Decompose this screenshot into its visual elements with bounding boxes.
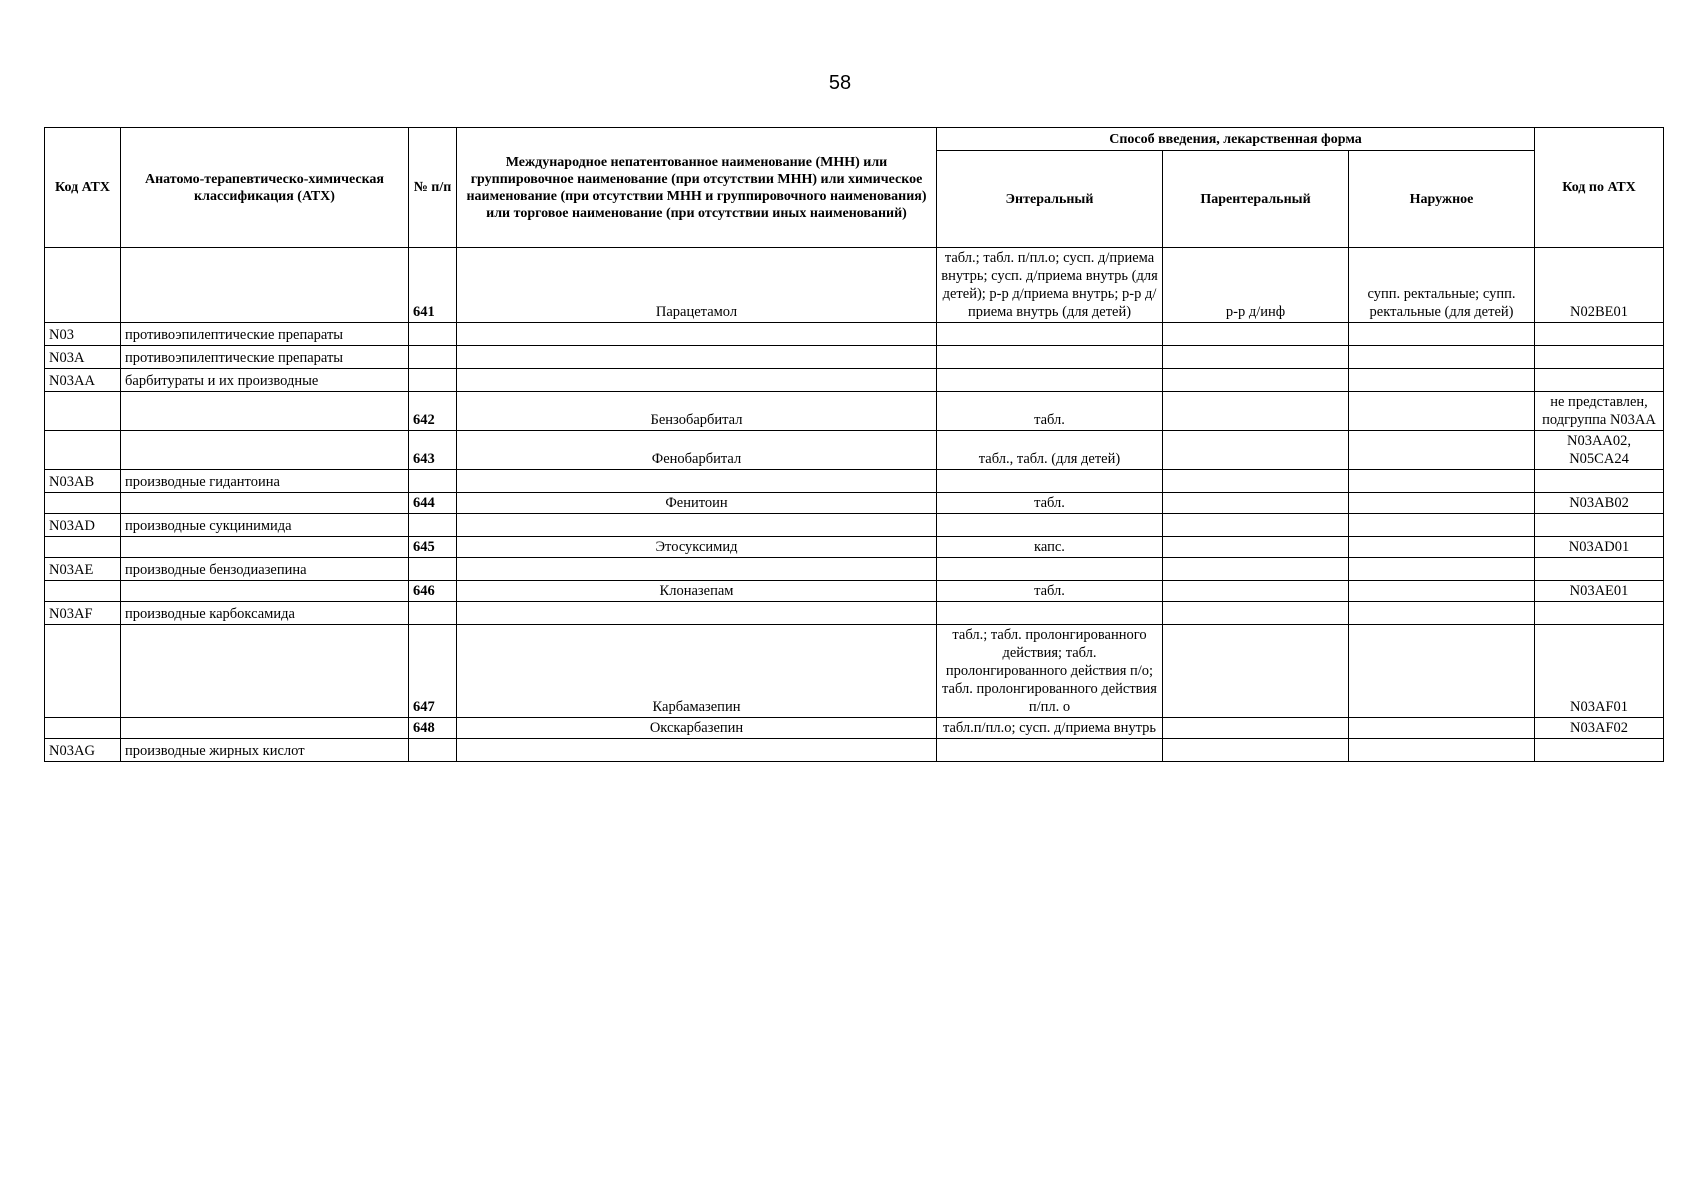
header-classification: Анатомо-терапевтическо-химическая классификация (АТХ) [121, 128, 409, 248]
atx-group-label: противоэпилептические препараты [121, 346, 409, 369]
name-cell [457, 739, 937, 762]
atx-group-label: производные бензодиазепина [121, 558, 409, 581]
number-cell [409, 514, 457, 537]
atx-group-label: противоэпилептические препараты [121, 323, 409, 346]
row-number: 647 [409, 625, 457, 718]
enteral-form: табл.; табл. п/пл.о; сусп. д/приема внутрь; сусп. д/приема внутрь (для детей); р-р д/приема внутрь; р-р д/приема внутрь (для детей) [937, 248, 1163, 323]
external-form [1349, 625, 1535, 718]
atx-group-label [121, 431, 409, 470]
atx-code: N03AB02 [1535, 493, 1664, 514]
table-header [45, 128, 1664, 248]
page-number: 58 [828, 72, 852, 94]
drug-name: Этосуксимид [457, 537, 937, 558]
drug-row [45, 392, 1664, 431]
external-cell [1349, 739, 1535, 762]
parenteral-form [1163, 581, 1349, 602]
external-cell [1349, 323, 1535, 346]
number-cell [409, 323, 457, 346]
name-cell [457, 323, 937, 346]
atx-group-label [121, 248, 409, 323]
atx-group-code: N03A [45, 346, 121, 369]
external-form: супп. ректальные; супп. ректальные (для детей) [1349, 248, 1535, 323]
external-form [1349, 431, 1535, 470]
parenteral-cell [1163, 739, 1349, 762]
enteral-cell [937, 514, 1163, 537]
atx-group-code [45, 248, 121, 323]
drug-name: Клоназепам [457, 581, 937, 602]
atx-group-label [121, 581, 409, 602]
number-cell [409, 470, 457, 493]
atx-code-cell [1535, 602, 1664, 625]
external-form [1349, 537, 1535, 558]
enteral-cell [937, 470, 1163, 493]
enteral-form: табл., табл. (для детей) [937, 431, 1163, 470]
atx-group-code [45, 493, 121, 514]
external-form [1349, 493, 1535, 514]
drug-name: Фенитоин [457, 493, 937, 514]
drug-row [45, 581, 1664, 602]
name-cell [457, 346, 937, 369]
enteral-cell [937, 346, 1163, 369]
row-number: 643 [409, 431, 457, 470]
enteral-form: капс. [937, 537, 1163, 558]
parenteral-form [1163, 431, 1349, 470]
table-body [45, 248, 1664, 762]
atx-group-code: N03 [45, 323, 121, 346]
atx-group-code: N03AF [45, 602, 121, 625]
external-cell [1349, 558, 1535, 581]
group-row [45, 558, 1664, 581]
external-form [1349, 581, 1535, 602]
header-name: Международное непатентованное наименование (МНН) или группировочное наименование (при отсутствии МНН) или химическое наименование (при отсутствии МНН и группировочного наименования) или торговое наименование (при отсутствии иных наименований) [457, 128, 937, 248]
header-route-group: Способ введения, лекарственная форма [937, 128, 1535, 151]
row-number: 648 [409, 718, 457, 739]
group-row [45, 323, 1664, 346]
external-cell [1349, 346, 1535, 369]
atx-group-code [45, 581, 121, 602]
atx-code: N03AD01 [1535, 537, 1664, 558]
atx-code: N03AA02, N05CA24 [1535, 431, 1664, 470]
atx-code-cell [1535, 323, 1664, 346]
atx-group-label: производные сукцинимида [121, 514, 409, 537]
atx-group-label: производные карбоксамида [121, 602, 409, 625]
group-row [45, 514, 1664, 537]
enteral-form: табл.п/пл.о; сусп. д/приема внутрь [937, 718, 1163, 739]
atx-code: N03AE01 [1535, 581, 1664, 602]
atx-code: N02BE01 [1535, 248, 1664, 323]
atx-group-code: N03AE [45, 558, 121, 581]
external-cell [1349, 470, 1535, 493]
enteral-cell [937, 323, 1163, 346]
name-cell [457, 602, 937, 625]
atx-group-code [45, 625, 121, 718]
enteral-cell [937, 739, 1163, 762]
enteral-form: табл. [937, 392, 1163, 431]
row-number: 645 [409, 537, 457, 558]
parenteral-form [1163, 718, 1349, 739]
parenteral-form: р-р д/инф [1163, 248, 1349, 323]
drug-row [45, 625, 1664, 718]
drug-row [45, 431, 1664, 470]
drug-row [45, 248, 1664, 323]
group-row [45, 602, 1664, 625]
row-number: 644 [409, 493, 457, 514]
enteral-cell [937, 602, 1163, 625]
parenteral-cell [1163, 558, 1349, 581]
row-number: 646 [409, 581, 457, 602]
group-row [45, 346, 1664, 369]
row-number: 641 [409, 248, 457, 323]
atx-group-label [121, 537, 409, 558]
drug-name: Окскарбазепин [457, 718, 937, 739]
number-cell [409, 558, 457, 581]
drug-row [45, 537, 1664, 558]
atx-code: N03AF01 [1535, 625, 1664, 718]
parenteral-cell [1163, 602, 1349, 625]
number-cell [409, 739, 457, 762]
drug-name: Фенобарбитал [457, 431, 937, 470]
enteral-form: табл. [937, 493, 1163, 514]
external-cell [1349, 369, 1535, 392]
atx-group-label [121, 625, 409, 718]
atx-group-label [121, 718, 409, 739]
atx-group-code: N03AG [45, 739, 121, 762]
atx-code: N03AF02 [1535, 718, 1664, 739]
atx-group-label: производные гидантоина [121, 470, 409, 493]
drug-name: Бензобарбитал [457, 392, 937, 431]
name-cell [457, 514, 937, 537]
atx-group-code: N03AA [45, 369, 121, 392]
header-code-atx: Код АТХ [45, 128, 121, 248]
atx-code: не представлен, подгруппа N03AA [1535, 392, 1664, 431]
atx-group-code: N03AD [45, 514, 121, 537]
number-cell [409, 346, 457, 369]
drug-name: Парацетамол [457, 248, 937, 323]
parenteral-form [1163, 625, 1349, 718]
number-cell [409, 369, 457, 392]
external-form [1349, 718, 1535, 739]
atx-group-code: N03AB [45, 470, 121, 493]
atx-group-code [45, 718, 121, 739]
group-row [45, 470, 1664, 493]
row-number: 642 [409, 392, 457, 431]
group-row [45, 739, 1664, 762]
header-enteral: Энтеральный [937, 151, 1163, 248]
name-cell [457, 558, 937, 581]
atx-group-code [45, 392, 121, 431]
atx-group-label: производные жирных кислот [121, 739, 409, 762]
name-cell [457, 369, 937, 392]
header-parenteral: Парентеральный [1163, 151, 1349, 248]
parenteral-cell [1163, 514, 1349, 537]
header-code-by-atx: Код по АТХ [1535, 128, 1664, 248]
drug-row [45, 718, 1664, 739]
atx-group-label [121, 392, 409, 431]
external-cell [1349, 602, 1535, 625]
parenteral-cell [1163, 323, 1349, 346]
atx-code-cell [1535, 514, 1664, 537]
name-cell [457, 470, 937, 493]
header-external: Наружное [1349, 151, 1535, 248]
atx-group-code [45, 431, 121, 470]
number-cell [409, 602, 457, 625]
enteral-cell [937, 558, 1163, 581]
group-row [45, 369, 1664, 392]
external-form [1349, 392, 1535, 431]
external-cell [1349, 514, 1535, 537]
parenteral-form [1163, 537, 1349, 558]
parenteral-form [1163, 392, 1349, 431]
atx-code-cell [1535, 739, 1664, 762]
enteral-cell [937, 369, 1163, 392]
atx-code-cell [1535, 470, 1664, 493]
header-number: № п/п [409, 128, 457, 248]
drug-name: Карбамазепин [457, 625, 937, 718]
atx-group-label [121, 493, 409, 514]
parenteral-cell [1163, 369, 1349, 392]
atx-code-cell [1535, 558, 1664, 581]
parenteral-cell [1163, 346, 1349, 369]
enteral-form: табл.; табл. пролонгированного действия; табл. пролонгированного действия п/о; табл. пролонгированного действия п/пл. о [937, 625, 1163, 718]
atx-group-label: барбитураты и их производные [121, 369, 409, 392]
atx-code-cell [1535, 346, 1664, 369]
atx-group-code [45, 537, 121, 558]
enteral-form: табл. [937, 581, 1163, 602]
parenteral-form [1163, 493, 1349, 514]
drug-list-table [44, 127, 1664, 762]
atx-code-cell [1535, 369, 1664, 392]
drug-row [45, 493, 1664, 514]
parenteral-cell [1163, 470, 1349, 493]
